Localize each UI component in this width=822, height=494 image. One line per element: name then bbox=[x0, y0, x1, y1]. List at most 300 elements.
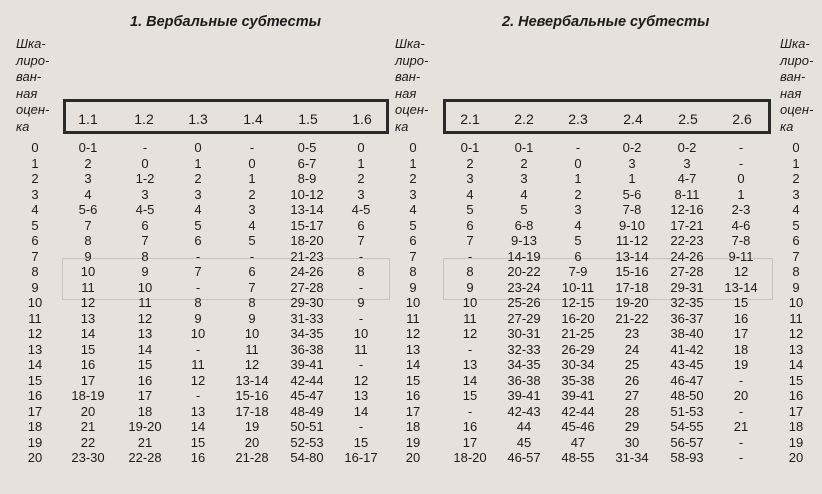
scale-score-cell: 7 bbox=[31, 248, 39, 264]
raw-score-cell: 20 bbox=[80, 403, 96, 419]
raw-score-cell: 1 bbox=[194, 155, 202, 171]
raw-score-cell: 41-42 bbox=[670, 341, 704, 357]
table-row bbox=[0, 140, 822, 156]
raw-score-cell: 16-17 bbox=[344, 450, 378, 465]
raw-score-cell: 7-8 bbox=[622, 202, 642, 217]
table-row bbox=[0, 264, 822, 280]
raw-score-cell: 39-41 bbox=[507, 388, 541, 403]
table-row bbox=[0, 404, 822, 420]
raw-score-cell: 12 bbox=[190, 372, 206, 388]
raw-score-cell: - bbox=[738, 434, 744, 450]
raw-score-cell: 4 bbox=[466, 186, 474, 202]
scale-score-cell: 11 bbox=[406, 310, 420, 326]
raw-score-cell: 2 bbox=[574, 186, 582, 202]
raw-score-cell: 13 bbox=[80, 310, 96, 326]
raw-score-cell: 16 bbox=[80, 357, 96, 372]
raw-score-cell: 34-35 bbox=[507, 357, 541, 372]
raw-score-cell: 46-57 bbox=[507, 450, 541, 465]
raw-score-cell: 21 bbox=[137, 434, 153, 450]
raw-score-cell: 9 bbox=[194, 310, 202, 326]
raw-score-cell: 1 bbox=[357, 155, 365, 171]
raw-score-cell: 14 bbox=[80, 326, 96, 341]
raw-score-cell: 27 bbox=[624, 388, 640, 403]
raw-score-cell: 6 bbox=[248, 264, 256, 279]
raw-score-cell: 44 bbox=[516, 419, 532, 434]
subtest-header-2-3: 2.3 bbox=[568, 111, 588, 127]
raw-score-cell: - bbox=[467, 341, 473, 357]
scale-score-cell: 4 bbox=[31, 202, 39, 217]
subtest-header-1-4: 1.4 bbox=[243, 111, 263, 127]
raw-score-cell: 0-2 bbox=[622, 140, 642, 155]
raw-score-cell: 15-16 bbox=[615, 264, 649, 279]
raw-score-cell: 26 bbox=[624, 372, 640, 388]
scale-score-cell: 19 bbox=[27, 434, 43, 450]
raw-score-cell: 7 bbox=[194, 264, 202, 279]
raw-score-cell: 0-1 bbox=[78, 140, 98, 155]
raw-score-cell: 19-20 bbox=[615, 295, 649, 310]
scale-score-cell: 6 bbox=[31, 233, 39, 248]
raw-score-cell: 6 bbox=[141, 217, 149, 233]
raw-score-cell: - bbox=[738, 155, 744, 171]
raw-score-cell: 38-40 bbox=[670, 326, 704, 341]
scale-score-cell: 5 bbox=[409, 217, 417, 233]
scale-score-cell: 6 bbox=[792, 233, 800, 248]
raw-score-cell: 36-37 bbox=[670, 310, 704, 326]
raw-score-cell: 54-80 bbox=[290, 450, 324, 465]
raw-score-cell: - bbox=[738, 450, 744, 465]
raw-score-cell: - bbox=[249, 248, 255, 264]
raw-score-cell: 2 bbox=[520, 155, 528, 171]
raw-score-cell: 20 bbox=[733, 388, 749, 403]
raw-score-cell: 8-9 bbox=[297, 171, 317, 186]
raw-score-cell: 24-26 bbox=[670, 248, 704, 264]
raw-score-cell: 0 bbox=[574, 155, 582, 171]
scale-score-header-right: Шка- лиро- ван- ная оцен- ка bbox=[780, 36, 814, 134]
raw-score-cell: 13 bbox=[190, 403, 206, 419]
scale-score-cell: 20 bbox=[405, 450, 421, 465]
raw-score-cell: 17 bbox=[137, 388, 153, 403]
raw-score-cell: 18 bbox=[733, 341, 749, 357]
raw-score-cell: 4 bbox=[84, 186, 92, 202]
raw-score-cell: 7 bbox=[466, 233, 474, 248]
raw-score-cell: - bbox=[195, 279, 201, 295]
subtest-header-2-5: 2.5 bbox=[678, 111, 698, 127]
raw-score-cell: 11 bbox=[191, 357, 205, 372]
raw-score-cell: 27-28 bbox=[290, 279, 324, 295]
raw-score-cell: - bbox=[195, 341, 201, 357]
raw-score-cell: 5 bbox=[466, 202, 474, 217]
raw-score-cell: 10 bbox=[353, 326, 369, 341]
raw-score-cell: 3 bbox=[466, 171, 474, 186]
scale-score-cell: 19 bbox=[405, 434, 421, 450]
scale-score-cell: 8 bbox=[31, 264, 39, 279]
table-row bbox=[0, 388, 822, 404]
raw-score-cell: 7 bbox=[357, 233, 365, 248]
raw-score-cell: 15 bbox=[190, 434, 206, 450]
scale-score-cell: 9 bbox=[792, 279, 800, 295]
raw-score-cell: 10 bbox=[80, 264, 96, 279]
raw-score-cell: 14 bbox=[137, 341, 153, 357]
scale-score-cell: 6 bbox=[409, 233, 417, 248]
raw-score-cell: 23 bbox=[624, 326, 640, 341]
raw-score-cell: 17-18 bbox=[235, 403, 269, 419]
raw-score-cell: 35-38 bbox=[561, 372, 595, 388]
raw-score-cell: 14 bbox=[353, 403, 369, 419]
raw-score-cell: 21-25 bbox=[561, 326, 595, 341]
scale-score-cell: 1 bbox=[409, 155, 417, 171]
raw-score-cell: 2 bbox=[466, 155, 474, 171]
raw-score-cell: 3 bbox=[683, 155, 691, 171]
scale-score-cell: 18 bbox=[405, 419, 421, 434]
raw-score-cell: 29-31 bbox=[670, 279, 704, 295]
raw-score-cell: 13-14 bbox=[235, 372, 269, 388]
raw-score-cell: 22 bbox=[80, 434, 96, 450]
raw-score-cell: 18-19 bbox=[71, 388, 105, 403]
raw-score-cell: 14 bbox=[462, 372, 478, 388]
scale-score-cell: 3 bbox=[31, 186, 39, 202]
raw-score-cell: 13 bbox=[353, 388, 369, 403]
raw-score-cell: 3 bbox=[248, 202, 256, 217]
raw-score-cell: 3 bbox=[194, 186, 202, 202]
subtest-header-2-2: 2.2 bbox=[514, 111, 534, 127]
raw-score-cell: 18-20 bbox=[290, 233, 324, 248]
subtest-header-2-4: 2.4 bbox=[623, 111, 643, 127]
raw-score-cell: 8 bbox=[248, 295, 256, 310]
raw-score-cell: 17-18 bbox=[615, 279, 649, 295]
raw-score-cell: - bbox=[738, 403, 744, 419]
raw-score-cell: 5 bbox=[520, 202, 528, 217]
raw-score-cell: 24-26 bbox=[290, 264, 324, 279]
raw-score-cell: 39-41 bbox=[561, 388, 595, 403]
raw-score-cell: - bbox=[467, 403, 473, 419]
raw-score-cell: 2-3 bbox=[731, 202, 751, 217]
raw-score-cell: - bbox=[358, 357, 364, 372]
raw-score-cell: - bbox=[575, 140, 581, 155]
scale-score-cell: 17 bbox=[27, 403, 43, 419]
raw-score-cell: 12 bbox=[353, 372, 369, 388]
raw-score-cell: 7 bbox=[248, 279, 256, 295]
raw-score-cell: 25 bbox=[624, 357, 640, 372]
raw-score-cell: 9 bbox=[466, 279, 474, 295]
verbal-subtests-title: 1. Вербальные субтесты bbox=[130, 14, 321, 30]
raw-score-cell: 21 bbox=[733, 419, 749, 434]
scale-score-cell: 5 bbox=[31, 217, 39, 233]
raw-score-cell: 16-20 bbox=[561, 310, 595, 326]
scale-score-cell: 11 bbox=[28, 310, 42, 326]
nonverbal-subtests-title: 2. Невербальные субтесты bbox=[502, 14, 710, 30]
table-row bbox=[0, 280, 822, 296]
raw-score-cell: 22-28 bbox=[128, 450, 162, 465]
table-row bbox=[0, 233, 822, 249]
raw-score-cell: 1 bbox=[628, 171, 636, 186]
table-row bbox=[0, 435, 822, 451]
raw-score-cell: 46-47 bbox=[670, 372, 704, 388]
raw-score-cell: 1 bbox=[574, 171, 582, 186]
raw-score-cell: 1 bbox=[248, 171, 256, 186]
scale-score-cell: 3 bbox=[792, 186, 800, 202]
raw-score-cell: 15-17 bbox=[290, 217, 324, 233]
raw-score-cell: 47 bbox=[570, 434, 586, 450]
scale-score-cell: 0 bbox=[409, 140, 417, 155]
raw-score-cell: 29-30 bbox=[290, 295, 324, 310]
raw-score-cell: 5 bbox=[574, 233, 582, 248]
raw-score-cell: 6 bbox=[357, 217, 365, 233]
raw-score-cell: 6 bbox=[194, 233, 202, 248]
scale-score-cell: 10 bbox=[788, 295, 804, 310]
raw-score-cell: 32-33 bbox=[507, 341, 541, 357]
raw-score-cell: 56-57 bbox=[670, 434, 704, 450]
scale-score-cell: 2 bbox=[792, 171, 800, 186]
raw-score-cell: 16 bbox=[462, 419, 478, 434]
raw-score-cell: 9 bbox=[248, 310, 256, 326]
raw-score-cell: - bbox=[738, 140, 744, 155]
raw-score-cell: - bbox=[142, 140, 148, 155]
raw-score-cell: - bbox=[358, 310, 364, 326]
raw-score-cell: 17-21 bbox=[670, 217, 704, 233]
raw-score-cell: 2 bbox=[84, 155, 92, 171]
scale-score-cell: 5 bbox=[792, 217, 800, 233]
table-row bbox=[0, 156, 822, 172]
raw-score-cell: 26-29 bbox=[561, 341, 595, 357]
raw-score-cell: 7-8 bbox=[731, 233, 751, 248]
raw-score-cell: 4-5 bbox=[135, 202, 155, 217]
raw-score-cell: 1 bbox=[737, 186, 745, 202]
scale-score-cell: 0 bbox=[31, 140, 39, 155]
raw-score-cell: 20 bbox=[244, 434, 260, 450]
raw-score-cell: 9-11 bbox=[728, 248, 754, 264]
raw-score-cell: 13 bbox=[137, 326, 153, 341]
raw-score-cell: 10 bbox=[462, 295, 478, 310]
raw-score-cell: 19 bbox=[244, 419, 260, 434]
raw-score-cell: 51-53 bbox=[670, 403, 704, 419]
raw-score-cell: 2 bbox=[194, 171, 202, 186]
scale-score-cell: 12 bbox=[27, 326, 43, 341]
raw-score-cell: 4 bbox=[574, 217, 582, 233]
raw-score-cell: 12 bbox=[137, 310, 153, 326]
raw-score-cell: 8 bbox=[194, 295, 202, 310]
scale-score-cell: 13 bbox=[405, 341, 421, 357]
raw-score-cell: 6 bbox=[574, 248, 582, 264]
raw-score-cell: 22-23 bbox=[670, 233, 704, 248]
raw-score-cell: 9 bbox=[357, 295, 365, 310]
raw-score-cell: 8-11 bbox=[674, 186, 700, 202]
scale-score-cell: 16 bbox=[27, 388, 43, 403]
scale-score-header-middle: Шка- лиро- ван- ная оцен- ка bbox=[395, 36, 429, 134]
raw-score-cell: 12-16 bbox=[670, 202, 704, 217]
raw-score-cell: 8 bbox=[466, 264, 474, 279]
raw-score-cell: 19 bbox=[733, 357, 749, 372]
raw-score-cell: 50-51 bbox=[290, 419, 324, 434]
raw-score-cell: 28 bbox=[624, 403, 640, 419]
scale-score-cell: 8 bbox=[409, 264, 417, 279]
raw-score-cell: 3 bbox=[141, 186, 149, 202]
raw-score-cell: 36-38 bbox=[507, 372, 541, 388]
raw-score-cell: 9 bbox=[84, 248, 92, 264]
raw-score-cell: 16 bbox=[137, 372, 153, 388]
raw-score-cell: 11 bbox=[81, 279, 95, 295]
raw-score-cell: 4-5 bbox=[351, 202, 371, 217]
raw-score-cell: 16 bbox=[190, 450, 206, 465]
raw-score-cell: 32-35 bbox=[670, 295, 704, 310]
scale-score-cell: 14 bbox=[405, 357, 421, 372]
table-row bbox=[0, 171, 822, 187]
raw-score-cell: - bbox=[738, 372, 744, 388]
raw-score-cell: 31-34 bbox=[615, 450, 649, 465]
scale-score-cell: 14 bbox=[788, 357, 804, 372]
scale-score-cell: 16 bbox=[788, 388, 804, 403]
raw-score-cell: 24 bbox=[624, 341, 640, 357]
raw-score-cell: 2 bbox=[248, 186, 256, 202]
scale-score-cell: 16 bbox=[405, 388, 421, 403]
scale-score-cell: 10 bbox=[405, 295, 421, 310]
raw-score-cell: 7 bbox=[141, 233, 149, 248]
raw-score-cell: 30-34 bbox=[561, 357, 595, 372]
raw-score-cell: 15-16 bbox=[235, 388, 269, 403]
raw-score-cell: 9 bbox=[141, 264, 149, 279]
scale-score-cell: 9 bbox=[31, 279, 39, 295]
raw-score-cell: 4-6 bbox=[731, 217, 751, 233]
raw-score-cell: 20-22 bbox=[507, 264, 541, 279]
raw-score-cell: 43-45 bbox=[670, 357, 704, 372]
raw-score-cell: 5-6 bbox=[78, 202, 98, 217]
raw-score-cell: 3 bbox=[84, 171, 92, 186]
raw-score-cell: 11 bbox=[245, 341, 259, 357]
table-row bbox=[0, 202, 822, 218]
raw-score-cell: 8 bbox=[84, 233, 92, 248]
table-row bbox=[0, 218, 822, 234]
scale-score-cell: 14 bbox=[27, 357, 43, 372]
raw-score-cell: 4-7 bbox=[677, 171, 697, 186]
raw-score-cell: 45 bbox=[516, 434, 532, 450]
subtest-header-1-2: 1.2 bbox=[134, 111, 154, 127]
table-row bbox=[0, 249, 822, 265]
table-row bbox=[0, 311, 822, 327]
subtest-header-1-5: 1.5 bbox=[298, 111, 318, 127]
raw-score-cell: 13-14 bbox=[615, 248, 649, 264]
raw-score-cell: 0-2 bbox=[677, 140, 697, 155]
raw-score-cell: 58-93 bbox=[670, 450, 704, 465]
table-row bbox=[0, 187, 822, 203]
raw-score-cell: 4 bbox=[194, 202, 202, 217]
raw-score-cell: 17 bbox=[80, 372, 96, 388]
scale-score-cell: 18 bbox=[27, 419, 43, 434]
raw-score-cell: 10 bbox=[137, 279, 153, 295]
table-row bbox=[0, 450, 822, 466]
raw-score-cell: 6 bbox=[466, 217, 474, 233]
subtest-header-2-1: 2.1 bbox=[460, 111, 480, 127]
raw-score-cell: - bbox=[358, 248, 364, 264]
raw-score-cell: - bbox=[467, 248, 473, 264]
subtest-header-1-3: 1.3 bbox=[188, 111, 208, 127]
scale-score-cell: 19 bbox=[788, 434, 804, 450]
raw-score-cell: 0-1 bbox=[460, 140, 480, 155]
raw-score-cell: 21-23 bbox=[290, 248, 324, 264]
scale-score-cell: 1 bbox=[31, 155, 39, 171]
scale-score-cell: 0 bbox=[792, 140, 800, 155]
raw-score-cell: 48-50 bbox=[670, 388, 704, 403]
raw-score-cell: 19-20 bbox=[128, 419, 162, 434]
raw-score-cell: - bbox=[249, 140, 255, 155]
scale-score-cell: 4 bbox=[792, 202, 800, 217]
raw-score-cell: 3 bbox=[357, 186, 365, 202]
scale-score-cell: 11 bbox=[789, 310, 803, 326]
scale-score-cell: 17 bbox=[788, 403, 804, 419]
raw-score-cell: 25-26 bbox=[507, 295, 541, 310]
scale-score-cell: 15 bbox=[788, 372, 804, 388]
scale-score-cell: 13 bbox=[27, 341, 43, 357]
table-row bbox=[0, 295, 822, 311]
subtest-header-1-6: 1.6 bbox=[352, 111, 372, 127]
raw-score-cell: 12 bbox=[244, 357, 260, 372]
raw-score-cell: 10 bbox=[244, 326, 260, 341]
raw-score-cell: 7-9 bbox=[568, 264, 588, 279]
raw-score-cell: 42-43 bbox=[507, 403, 541, 419]
raw-score-cell: 23-30 bbox=[71, 450, 105, 465]
raw-score-cell: 4 bbox=[520, 186, 528, 202]
raw-score-cell: 21-28 bbox=[235, 450, 269, 465]
raw-score-cell: 0 bbox=[248, 155, 256, 171]
scale-score-cell: 2 bbox=[31, 171, 39, 186]
raw-score-cell: 54-55 bbox=[670, 419, 704, 434]
raw-score-cell: 10 bbox=[190, 326, 206, 341]
raw-score-cell: 12-15 bbox=[561, 295, 595, 310]
raw-score-cell: 15 bbox=[462, 388, 478, 403]
raw-score-cell: 8 bbox=[141, 248, 149, 264]
raw-score-cell: 30-31 bbox=[507, 326, 541, 341]
raw-score-cell: 0 bbox=[194, 140, 202, 155]
raw-score-cell: 18 bbox=[137, 403, 153, 419]
raw-score-cell: 11 bbox=[138, 295, 152, 310]
raw-score-cell: 18-20 bbox=[453, 450, 487, 465]
scale-score-cell: 7 bbox=[409, 248, 417, 264]
raw-score-cell: 17 bbox=[462, 434, 478, 450]
scale-score-cell: 2 bbox=[409, 171, 417, 186]
raw-score-cell: 14 bbox=[190, 419, 206, 434]
verbal-subtests-box bbox=[63, 99, 389, 134]
raw-score-cell: 10-11 bbox=[561, 279, 595, 295]
raw-score-cell: 12 bbox=[80, 295, 96, 310]
scale-score-cell: 1 bbox=[792, 155, 800, 171]
table-row bbox=[0, 342, 822, 358]
table-row bbox=[0, 357, 822, 373]
raw-score-cell: 15 bbox=[137, 357, 153, 372]
scale-score-cell: 10 bbox=[27, 295, 43, 310]
table-row bbox=[0, 326, 822, 342]
raw-score-cell: - bbox=[195, 248, 201, 264]
raw-score-cell: 8 bbox=[357, 264, 365, 279]
raw-score-cell: 15 bbox=[733, 295, 749, 310]
scale-score-cell: 15 bbox=[405, 372, 421, 388]
raw-score-cell: 5 bbox=[194, 217, 202, 233]
raw-score-cell: - bbox=[358, 279, 364, 295]
scale-score-cell: 18 bbox=[788, 419, 804, 434]
raw-score-cell: 36-38 bbox=[290, 341, 324, 357]
subtest-header-2-6: 2.6 bbox=[732, 111, 752, 127]
scale-score-cell: 3 bbox=[409, 186, 417, 202]
raw-score-cell: 17 bbox=[733, 326, 749, 341]
raw-score-cell: 5-6 bbox=[622, 186, 642, 202]
raw-score-cell: 27-29 bbox=[507, 310, 541, 326]
raw-score-cell: 0 bbox=[357, 140, 365, 155]
raw-score-cell: - bbox=[358, 419, 364, 434]
raw-score-cell: 13-14 bbox=[290, 202, 324, 217]
scale-score-cell: 7 bbox=[792, 248, 800, 264]
raw-score-cell: 29 bbox=[624, 419, 640, 434]
raw-score-cell: 4 bbox=[248, 217, 256, 233]
raw-score-cell: 7 bbox=[84, 217, 92, 233]
raw-score-cell: 21-22 bbox=[615, 310, 649, 326]
table-row bbox=[0, 419, 822, 435]
